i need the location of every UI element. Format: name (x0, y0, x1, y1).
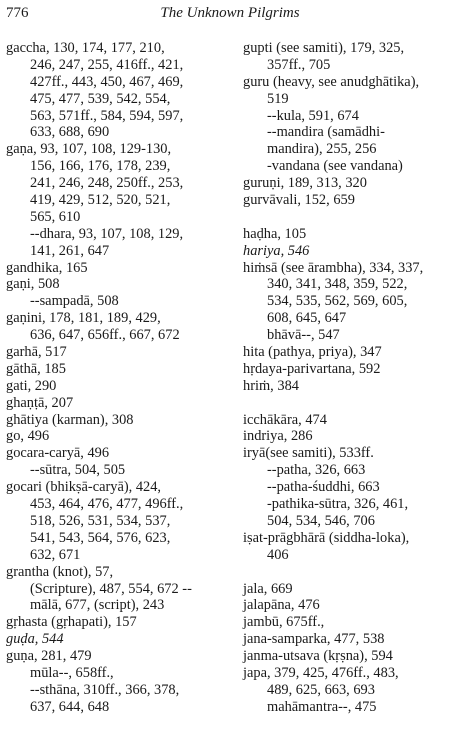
index-entry: gṛhasta (gṛhapati), 157 (6, 614, 137, 631)
index-entry: indriya, 286 (243, 428, 313, 445)
index-entry: jalapāna, 476 (243, 597, 320, 614)
index-entry: ghātiya (karman), 308 (6, 411, 134, 428)
index-subline: 541, 543, 564, 576, 623, (30, 529, 171, 546)
index-entry: gocari (bhikṣā-caryā), 424, (6, 479, 162, 496)
index-entry: hariya, 546 (243, 242, 310, 259)
index-subline: mūla--, 658ff., (30, 664, 114, 681)
index-subline: -pathika-sūtra, 326, 461, (267, 496, 409, 513)
index-entry: gāthā, 185 (6, 360, 66, 377)
index-subline: mahāmantra--, 475 (267, 698, 377, 715)
index-entry: haḍha, 105 (243, 225, 307, 242)
index-subline: --kula, 591, 674 (267, 107, 359, 124)
index-subline: mandira), 255, 256 (267, 141, 377, 158)
index-entry: guḍa, 544 (6, 631, 64, 648)
index-subline: --sūtra, 504, 505 (30, 462, 126, 479)
index-subline: 504, 534, 546, 706 (267, 512, 375, 529)
index-entry: hṛdaya-parivartana, 592 (243, 360, 381, 377)
page-number: 776 (6, 5, 29, 21)
index-subline: 357ff., 705 (267, 56, 331, 73)
index-entry: iryā(see samiti), 533ff. (243, 445, 374, 462)
page-header (6, 2, 454, 24)
index-entry: icchākāra, 474 (243, 411, 327, 428)
index-subline: 519 (267, 90, 289, 107)
index-entry: gaccha, 130, 174, 177, 210, (6, 40, 165, 56)
index-entry: jambū, 675ff., (243, 614, 325, 631)
index-subline: 518, 526, 531, 534, 537, (30, 512, 171, 529)
index-subline: 453, 464, 476, 477, 496ff., (30, 496, 184, 513)
index-subline: --dhara, 93, 107, 108, 129, (30, 225, 184, 242)
index-subline: --mandira (samādhi- (267, 124, 385, 141)
index-subline: -vandana (see vandana) (267, 158, 403, 175)
index-entry: gandhika, 165 (6, 259, 88, 276)
index-entry: hita (pathya, priya), 347 (243, 344, 382, 361)
index-subline: 246, 247, 255, 416ff., 421, (30, 56, 184, 73)
index-subline: 340, 341, 348, 359, 522, (267, 276, 408, 293)
index-subline: 475, 477, 539, 542, 554, (30, 90, 171, 107)
index-entry: gaṇi, 508 (6, 276, 60, 293)
running-title: The Unknown Pilgrims (160, 5, 300, 21)
index-subline: --patha, 326, 663 (267, 462, 366, 479)
index-subline: 534, 535, 562, 569, 605, (267, 293, 408, 310)
index-subline: --patha-śuddhi, 663 (267, 479, 380, 496)
index-subline: 565, 610 (30, 208, 81, 225)
index-subline: mālā, 677, (script), 243 (30, 597, 165, 614)
index-subline: 406 (267, 546, 289, 563)
index-subline: 608, 645, 647 (267, 310, 347, 327)
index-entry: japa, 379, 425, 476ff., 483, (243, 664, 399, 681)
index-entry: iṣat-prāgbhārā (siddha-loka), (243, 529, 410, 546)
index-subline: 636, 647, 656ff., 667, 672 (30, 327, 180, 344)
index-entry: guruṇi, 189, 313, 320 (243, 175, 367, 192)
index-entry: gaṇa, 93, 107, 108, 129-130, (6, 141, 172, 158)
index-entry: ghaṇṭā, 207 (6, 394, 74, 411)
index-subline: --sampadā, 508 (30, 293, 119, 310)
index-subline: (Scripture), 487, 554, 672 -- (30, 580, 192, 597)
index-entry: gocara-caryā, 496 (6, 445, 110, 462)
index-column-right (243, 40, 458, 716)
index-entry: go, 496 (6, 428, 50, 445)
index-entry: guṇa, 281, 479 (6, 648, 92, 665)
index-subline: 632, 671 (30, 546, 81, 563)
index-entry: gati, 290 (6, 377, 57, 394)
index-entry: gurvāvali, 152, 659 (243, 192, 355, 209)
index-entry: garhā, 517 (6, 344, 67, 361)
index-subline: 489, 625, 663, 693 (267, 681, 375, 698)
index-subline: bhāvā--, 547 (267, 327, 340, 344)
index-subline: 427ff., 443, 450, 467, 469, (30, 73, 184, 90)
entry-gap (243, 209, 458, 226)
index-entry: hriṁ, 384 (243, 377, 299, 394)
index-subline: 637, 644, 648 (30, 698, 110, 715)
entry-gap (243, 564, 458, 581)
index-subline: --sthāna, 310ff., 366, 378, (30, 681, 180, 698)
index-subline: 141, 261, 647 (30, 242, 110, 259)
index-column-left (6, 40, 228, 716)
index-subline: 633, 688, 690 (30, 124, 110, 141)
index-entry: janma-utsava (kṛṣna), 594 (243, 648, 393, 665)
entry-gap (243, 395, 458, 412)
index-entry: gaṇini, 178, 181, 189, 429, (6, 310, 161, 327)
index-subline: 156, 166, 176, 178, 239, (30, 158, 171, 175)
index-entry: guru (heavy, see anudghātika), (243, 73, 420, 90)
index-entry: jala, 669 (243, 580, 293, 597)
index-entry: gupti (see samiti), 179, 325, (243, 40, 405, 56)
index-subline: 563, 571ff., 584, 594, 597, (30, 107, 184, 124)
index-entry: jana-samparka, 477, 538 (243, 631, 385, 648)
index-subline: 241, 246, 248, 250ff., 253, (30, 175, 184, 192)
index-entry: grantha (knot), 57, (6, 563, 114, 580)
index-subline: 419, 429, 512, 520, 521, (30, 192, 171, 209)
index-entry: hiṁsā (see ārambha), 334, 337, (243, 259, 424, 276)
